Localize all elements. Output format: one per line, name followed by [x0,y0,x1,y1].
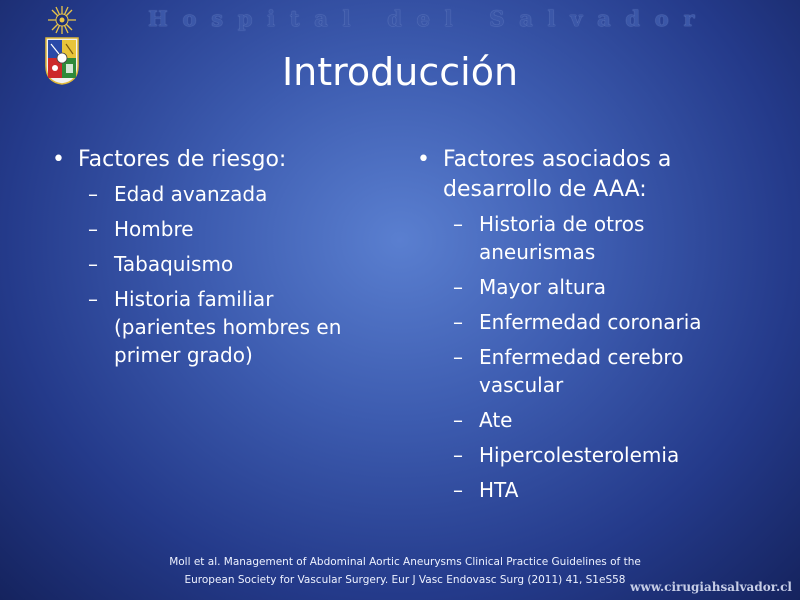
list-item: – HTA [453,476,765,504]
list-item: – Tabaquismo [88,250,380,278]
risk-factors-column [50,145,380,376]
list-item: – Historia familiar (parientes hombres en primer grado) [88,285,380,369]
list-item: – Hombre [88,215,380,243]
associated-factors-heading: • Factores asociados a desarrollo de AAA: [415,145,765,205]
risk-factors-heading: • Factores de riesgo: [50,145,380,175]
list-item: – Enfermedad coronaria [453,308,765,336]
citation-line-2: European Society for Vascular Surgery. Eur J Vasc Endovasc Surg (2011) 41, S1eS58 [184,574,626,586]
list-item: – Historia de otros aneurismas [453,210,765,266]
slide-title: Introducción [281,50,519,94]
website-url: www.cirugiahsalvador.cl [630,580,792,594]
risk-factors-list [50,180,380,369]
associated-factors-list [415,210,765,504]
list-item: – Ate [453,406,765,434]
list-item: – Hipercolesterolemia [453,441,765,469]
associated-factors-column [415,145,765,511]
citation-line-1: Moll et al. Management of Abdominal Aortic Aneurysms Clinical Practice Guidelines of the [169,556,641,568]
list-item: – Edad avanzada [88,180,380,208]
list-item: – Mayor altura [453,273,765,301]
institution-header: Hospital del Salvador [148,6,710,31]
list-item: – Enfermedad cerebro vascular [453,343,765,399]
star-logo-icon [44,4,80,36]
